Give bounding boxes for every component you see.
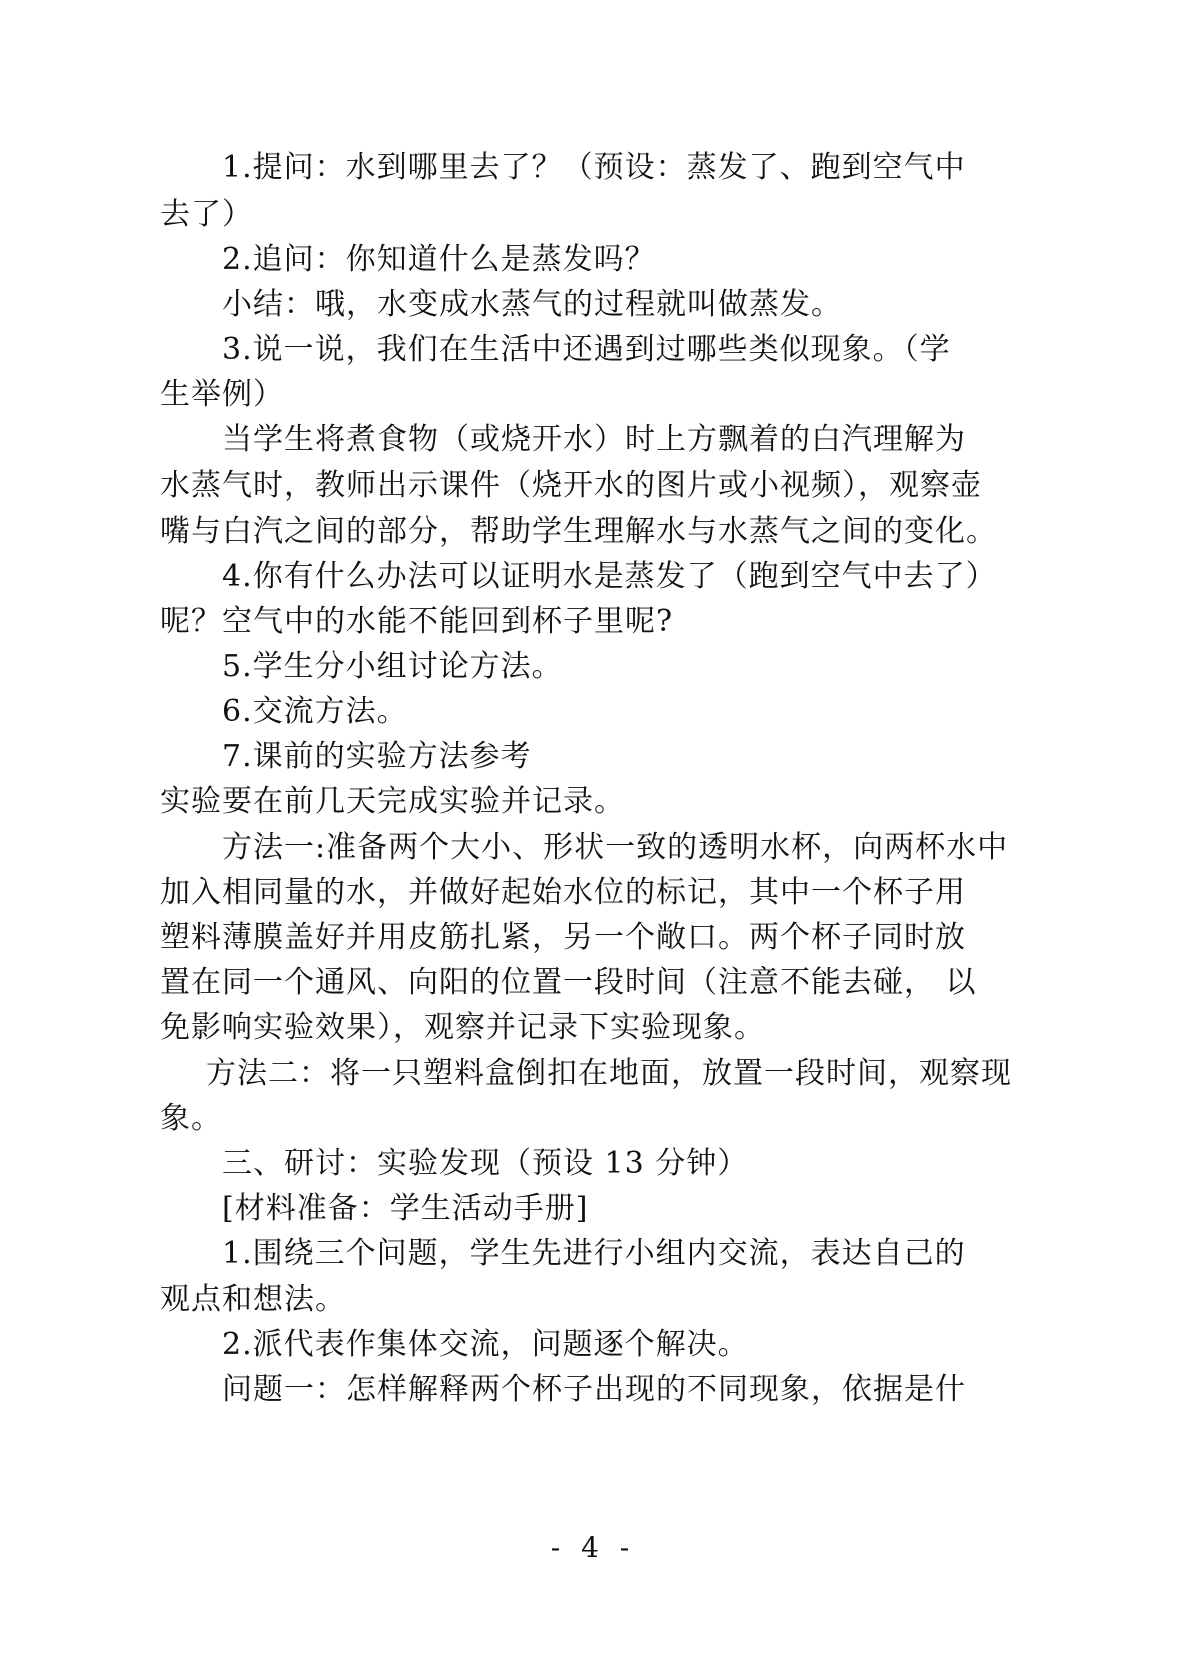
text-line: 5.学生分小组讨论方法。 bbox=[222, 649, 563, 684]
text-line: 加入相同量的水，并做好起始水位的标记，其中一个杯子用 bbox=[160, 875, 966, 910]
text-line: 7.课前的实验方法参考 bbox=[222, 739, 532, 774]
text-line: 生举例） bbox=[160, 377, 284, 412]
text-line: 2.追问：你知道什么是蒸发吗？ bbox=[222, 242, 656, 277]
text-line: 三、研讨：实验发现（预设 13 分钟） bbox=[222, 1146, 749, 1181]
text-line: 小结：哦，水变成水蒸气的过程就叫做蒸发。 bbox=[222, 287, 842, 322]
text-line: 实验要在前几天完成实验并记录。 bbox=[160, 784, 625, 819]
text-line: 方法二：将一只塑料盒倒扣在地面，放置一段时间，观察现 bbox=[206, 1056, 1012, 1091]
text-line: 6.交流方法。 bbox=[222, 694, 408, 729]
text-line: 置在同一个通风、向阳的位置一段时间（注意不能去碰， 以 bbox=[160, 965, 977, 1000]
text-line: 塑料薄膜盖好并用皮筋扎紧，另一个敞口。两个杯子同时放 bbox=[160, 920, 966, 955]
text-line: 当学生将煮食物（或烧开水）时上方飘着的白汽理解为 bbox=[222, 422, 966, 457]
text-line: 呢？空气中的水能不能回到杯子里呢? bbox=[160, 604, 674, 639]
text-line: 水蒸气时，教师出示课件（烧开水的图片或小视频），观察壶 bbox=[160, 468, 982, 503]
text-line: 象。 bbox=[160, 1101, 222, 1136]
page-number: - 4 - bbox=[550, 1531, 636, 1564]
text-line: 4.你有什么办法可以证明水是蒸发了（跑到空气中去了） bbox=[222, 559, 997, 594]
text-line: 嘴与白汽之间的部分，帮助学生理解水与水蒸气之间的变化。 bbox=[160, 514, 997, 549]
text-line: 问题一：怎样解释两个杯子出现的不同现象，依据是什 bbox=[222, 1372, 966, 1407]
text-line: 去了） bbox=[160, 197, 253, 232]
text-line: [材料准备：学生活动手册] bbox=[222, 1191, 589, 1226]
text-line: 3.说一说，我们在生活中还遇到过哪些类似现象。（学 bbox=[222, 332, 951, 367]
text-line: 免影响实验效果），观察并记录下实验现象。 bbox=[160, 1010, 765, 1045]
text-line: 2.派代表作集体交流，问题逐个解决。 bbox=[222, 1327, 749, 1362]
text-line: 方法一:准备两个大小、形状一致的透明水杯，向两杯水中 bbox=[222, 830, 1009, 865]
text-line: 1.围绕三个问题，学生先进行小组内交流，表达自己的 bbox=[222, 1236, 966, 1271]
text-line: 1.提问：水到哪里去了？（预设：蒸发了、跑到空气中 bbox=[222, 150, 966, 185]
text-line: 观点和想法。 bbox=[160, 1282, 346, 1317]
